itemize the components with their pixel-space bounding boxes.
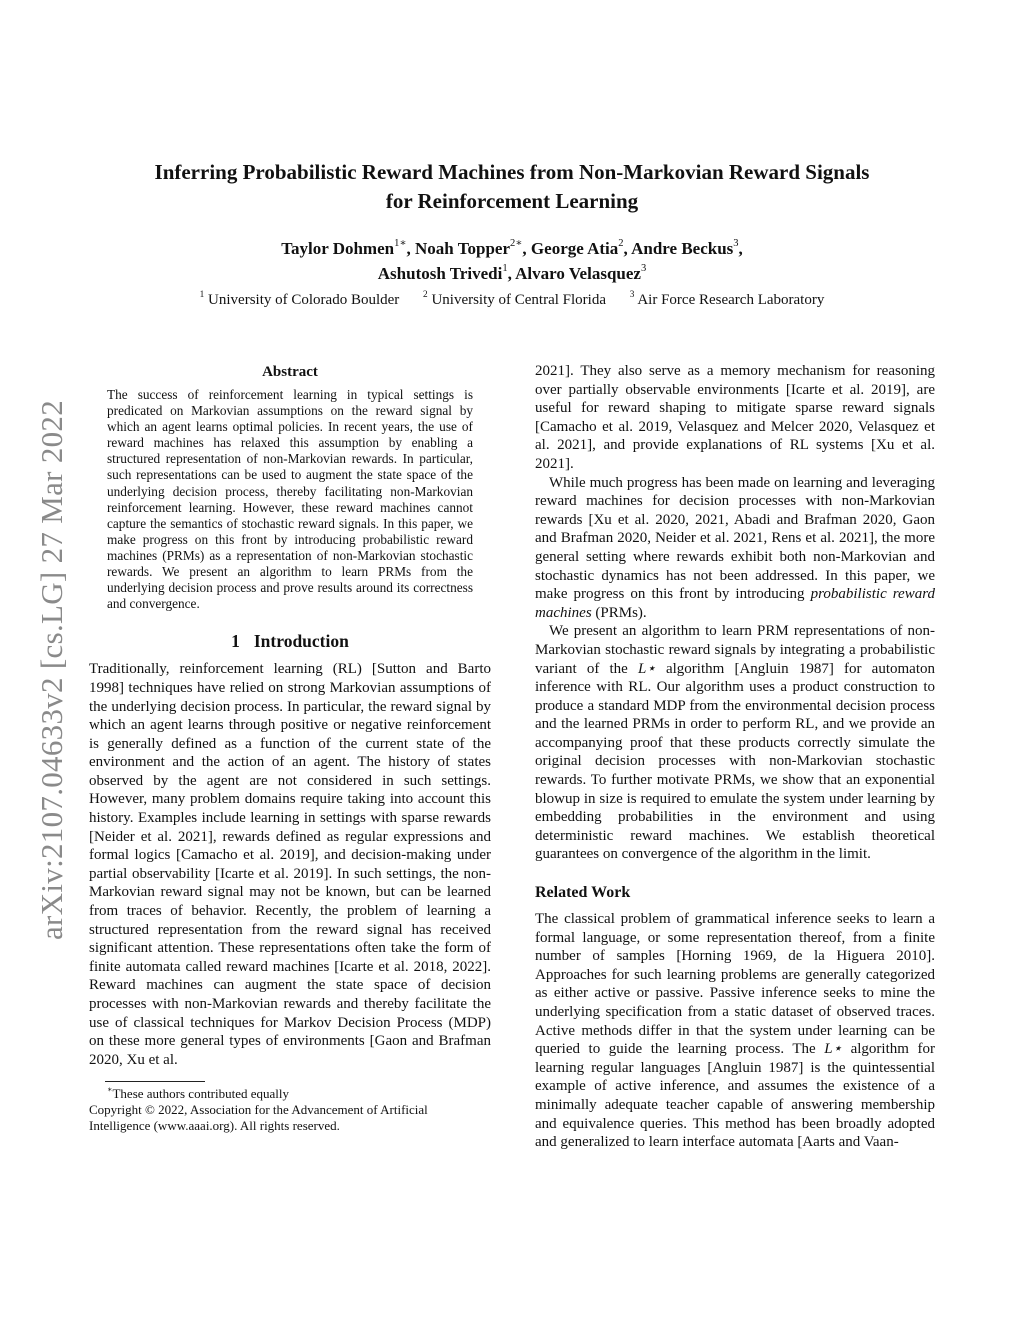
text-run: We present an algorithm to learn PRM representations of non-Markovian stochastic reward signals by integrating a probabilistic variant of the (535, 623, 935, 677)
footnote-divider (105, 1081, 205, 1082)
footnote-text: These authors contributed equally (112, 1086, 290, 1102)
arxiv-stamp: arXiv:2107.04633v2 [cs.LG] 27 Mar 2022 (34, 399, 69, 940)
affiliation-name: University of Central Florida (431, 292, 606, 308)
title-line-2: for Reinforcement Learning (385, 189, 639, 213)
footnote-mark: ∗ (107, 1084, 113, 1094)
section-number: 1 (231, 631, 240, 652)
intro-paragraph-2 (535, 474, 935, 623)
related-work-paragraph-1 (535, 910, 935, 1152)
author-name: Noah Topper (415, 239, 510, 258)
affiliation-num: 3 (629, 289, 635, 300)
section-title: Introduction (253, 631, 349, 652)
math-lstar: L⋆ (824, 1041, 843, 1058)
text-run: algorithm for learning regular languages [Angluin 1987] is the quintessential example of active inference, and assumes the existence of a minimally adequate teacher capable of answering membership and equivalence queries. This method has been broadly adopted and generalized to learn interface automata [Aarts and Vaan- (535, 1041, 935, 1151)
affiliation-num: 2 (423, 289, 428, 300)
abstract-heading: Abstract (262, 364, 318, 380)
text-run: algorithm [Angluin 1987] for automaton inference with RL. Our algorithm uses a product construction to produce a standard MDP from the environmental decision process and the learned PRMs in order to perform RL, and we provide an accompanying proof that these products correctly simulate the original decision processes with non-Markovian stochastic rewards. To further motivate PRMs, we show that an exponential blowup in size is required to emulate the system under learning by embedding probabilities in the environment and using deterministic reward machines. We establish theoretical guarantees on convergence of the algorithm in the limit. (535, 660, 935, 863)
author-mark: 1∗ (394, 237, 407, 249)
affiliation (629, 289, 825, 308)
math-lstar: L⋆ (638, 660, 656, 677)
left-column (89, 362, 491, 1134)
affiliations (60, 290, 964, 310)
affiliation (423, 289, 606, 308)
author-mark: 2 (618, 237, 624, 249)
footnote-equal-contribution (89, 1086, 491, 1102)
right-column (535, 362, 935, 1152)
paper-title (60, 158, 964, 216)
affiliation (199, 289, 400, 308)
affiliation-name: University of Colorado Boulder (208, 292, 400, 308)
title-line-1: Inferring Probabilistic Reward Machines from Non-Markovian Reward Signals (154, 160, 870, 184)
author-name: George Atia (530, 239, 619, 258)
author-name: Alvaro Velasquez (515, 264, 641, 283)
emphasized-term: probabilistic reward machines (535, 586, 935, 621)
author-mark: 2∗ (509, 237, 523, 249)
author-list (60, 236, 964, 286)
subsection-heading-related-work: Related Work (535, 884, 631, 902)
section-heading-introduction (89, 630, 491, 652)
author-name: Andre Beckus (631, 239, 734, 258)
text-run: (PRMs). (595, 604, 647, 621)
copyright-notice: Copyright © 2022, Association for the Advancement of Artificial Intelligence (www.aaai.org). All rights reserved. (89, 1102, 428, 1134)
author-mark: 3 (640, 262, 647, 274)
author-name: Ashutosh Trivedi (377, 264, 503, 283)
author-line-1: Taylor Dohmen$^{1∗}$, Noah Topper$^{2∗}$, George Atia$^2$, Andre Beckus$^3$, (281, 237, 743, 258)
affiliation-num: 1 (199, 289, 205, 300)
text-run: The classical problem of grammatical inference seeks to learn a formal language, or some representation thereof, from a finite number of samples [Horning 1969, de la Higuera 2010]. Approaches for such learning problems are generally categorized as either active or passive. Passive inference seeks to mine the underlying specification from a static dataset of observed traces. Active methods differ in that the system under learning can be queried to guide the learning process. The (535, 911, 935, 1058)
author-line-2: Ashutosh Trivedi$^1$, Alvaro Velasquez$^3$ (377, 262, 647, 283)
affiliation-name: Air Force Research Laboratory (637, 292, 825, 308)
intro-paragraph-1-continued: 2021]. They also serve as a memory mechanism for reasoning over partially observable environments [Icarte et al. 2019], are useful for reward shaping to mitigate sparse reward signals [Camacho et al. 2019, Velasquez and Melcer 2020, Velasquez et al. 2021], and provide explanations of RL systems [Xu et al. 2021]. (535, 363, 935, 472)
author-mark: 3 (733, 237, 739, 249)
author-mark: 1 (502, 262, 508, 274)
abstract-text: The success of reinforcement learning in typical settings is predicated on Markovian assumptions on the reward signal by which an agent learns optimal policies. In recent years, the use of reward machines has relaxed this assumption by enabling a structured representation of non-Markovian rewards. In particular, such representations can be used to augment the state space of the underlying decision process, thereby facilitating non-Markovian reinforcement learning. However, these reward machines cannot capture the semantics of stochastic reward signals. In this paper, we make progress on this front by introducing probabilistic reward machines (PRMs) as a representation of non-Markovian stochastic rewards. We present an algorithm to learn PRMs from the underlying decision process and prove results around its correctness and convergence. (107, 387, 473, 612)
intro-paragraph-1: Traditionally, reinforcement learning (RL) [Sutton and Barto 1998] techniques have relied on strong Markovian assumptions of the underlying decision process. In particular, the reward signal by which an agent learns through positive or negative reinforcement is generally defined as a function of the current state of the environment and the action of an agent. The history of states observed by the agent are not considered in such settings. However, many problem domains require taking into account this history. Examples include learning in settings with sparse rewards [Neider et al. 2021], rewards defined as regular expressions and formal logics [Camacho et al. 2019], and decision-making under partial observability [Icarte et al. 2019]. In such settings, the non-Markovian reward signal may not be known, but can be learned from traces of behavior. Recently, the problem of learning a structured representation from the reward signal has received significant attention. These representations often take the form of finite automata called reward machines [Icarte et al. 2018, 2022]. Reward machines can augment the state space of decision processes with non-Markovian rewards and thereby facilitate the use of classical techniques for Markov Decision Process (MDP) on these more general types of environments [Gaon and Brafman 2020, Xu et al. (89, 661, 491, 1068)
text-run: While much progress has been made on learning and leveraging reward machines for decision processes with non-Markovian rewards [Xu et al. 2020, 2021, Abadi and Brafman 2020, Gaon and Brafman 2020, Neider et al. 2021, Rens et al. 2021], the more general setting where rewards exhibit both non-Markovian and stochastic dynamics has not been addressed. In this paper, we make progress on this front by introducing (535, 474, 935, 603)
author-name: Taylor Dohmen (281, 239, 395, 258)
intro-paragraph-3 (535, 622, 935, 864)
